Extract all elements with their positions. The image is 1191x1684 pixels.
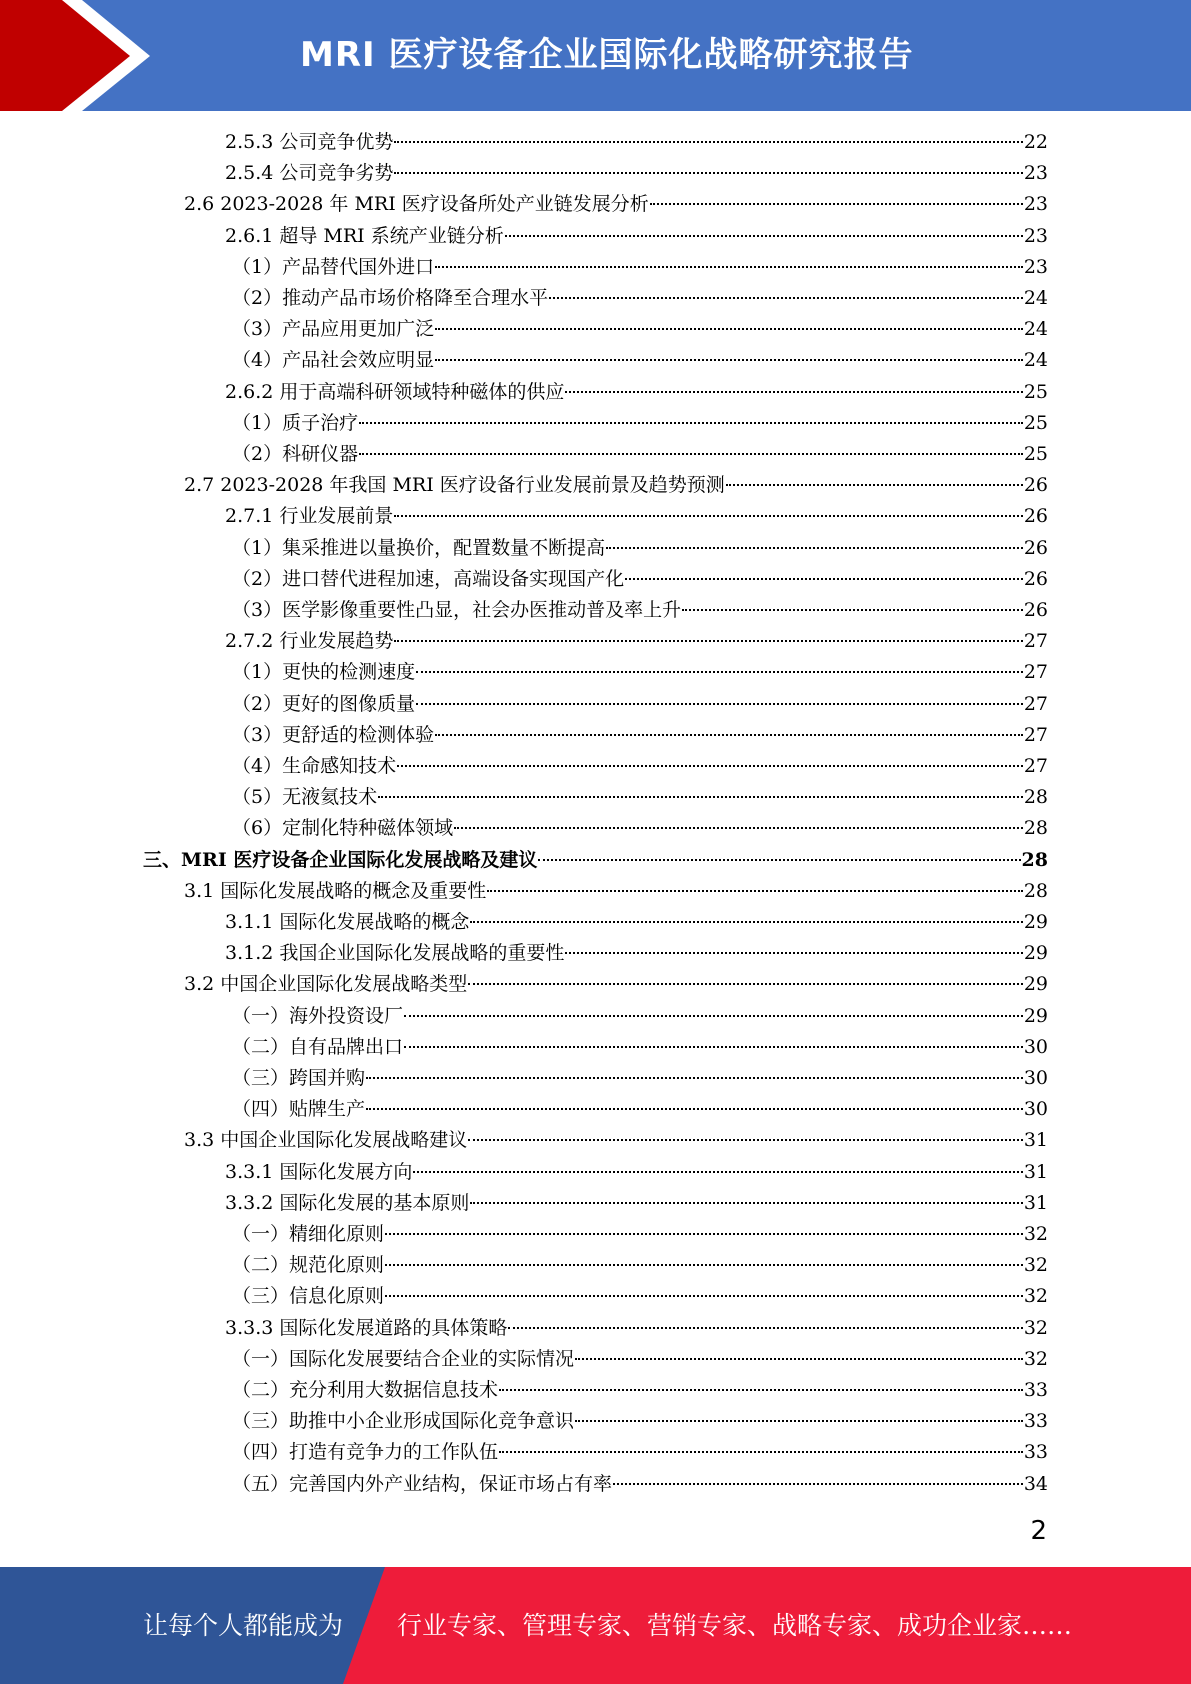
toc-dot-leader [394, 172, 1022, 174]
toc-entry-page: 29 [1023, 911, 1048, 933]
toc-entry-title: （一）精细化原则 [232, 1223, 385, 1245]
toc-dot-leader [416, 671, 1023, 673]
toc-dot-leader [454, 827, 1023, 829]
toc-entry-page: 29 [1023, 1004, 1048, 1027]
toc-entry-title: （二）自有品牌出口 [232, 1035, 404, 1058]
toc-entry-page: 34 [1023, 1472, 1048, 1495]
toc-entry-title: （3）医学影像重要性凸显，社会办医推动普及率上升 [232, 599, 682, 621]
toc-entry-title: （二）规范化原则 [232, 1254, 385, 1277]
toc-dot-leader [505, 235, 1023, 237]
toc-entry-page: 26 [1023, 474, 1048, 497]
page-footer [0, 1567, 1191, 1684]
toc-dot-leader [404, 1015, 1023, 1017]
toc-entry-title: （四）贴牌生产 [232, 1098, 366, 1121]
toc-dot-leader [499, 1451, 1023, 1453]
toc-entry[interactable] [184, 189, 1048, 220]
toc-dot-leader [385, 1233, 1023, 1235]
toc-dot-leader [487, 890, 1023, 892]
toc-entry-page: 24 [1023, 318, 1048, 341]
toc-entry-page: 28 [1021, 848, 1048, 871]
toc-entry[interactable] [232, 1375, 1048, 1406]
toc-entry-title: （三）助推中小企业形成国际化竞争意识 [232, 1410, 575, 1433]
toc-entry-page: 32 [1023, 1254, 1048, 1277]
toc-entry[interactable] [232, 1469, 1048, 1500]
toc-dot-leader [606, 547, 1023, 549]
toc-entry[interactable] [232, 595, 1048, 626]
toc-entry-page: 24 [1023, 287, 1048, 309]
toc-entry[interactable] [232, 283, 1048, 314]
toc-dot-leader [470, 1202, 1022, 1204]
toc-entry-page: 31 [1023, 1129, 1048, 1152]
toc-dot-leader [613, 1483, 1023, 1485]
toc-entry-title: （三）跨国并购 [232, 1067, 366, 1089]
toc-entry-title: 3.1 国际化发展战略的概念及重要性 [184, 879, 487, 902]
toc-dot-leader [366, 1108, 1023, 1110]
toc-dot-leader [682, 609, 1023, 611]
toc-entry-title: 3.3 中国企业国际化发展战略建议 [184, 1129, 468, 1152]
toc-entry[interactable] [232, 1250, 1048, 1281]
toc-entry-title: （3）更舒适的检测体验 [232, 723, 435, 746]
toc-entry-page: 25 [1023, 411, 1048, 434]
toc-dot-leader [470, 921, 1022, 923]
toc-entry-page: 25 [1023, 380, 1048, 403]
toc-entry-title: （3）产品应用更加广泛 [232, 318, 435, 341]
toc-entry-title: （1）集采推进以量换价，配置数量不断提高 [232, 536, 606, 559]
toc-entry-title: （2）进口替代进程加速，高端设备实现国产化 [232, 567, 625, 590]
toc-entry[interactable] [232, 564, 1048, 595]
toc-entry-page: 25 [1023, 443, 1048, 465]
toc-entry-title: （三）信息化原则 [232, 1285, 385, 1308]
toc-entry[interactable] [232, 1219, 1048, 1250]
toc-entry[interactable] [232, 1063, 1048, 1094]
toc-entry[interactable] [143, 845, 1048, 876]
toc-entry[interactable] [232, 252, 1048, 283]
toc-entry[interactable] [232, 345, 1048, 376]
toc-entry-page: 26 [1023, 567, 1048, 590]
toc-entry-title: （一）国际化发展要结合企业的实际情况 [232, 1347, 575, 1370]
toc-entry-page: 28 [1023, 817, 1048, 840]
toc-dot-leader [394, 515, 1022, 517]
toc-entry-page: 27 [1023, 661, 1048, 684]
toc-dot-leader [394, 141, 1022, 143]
toc-entry-title: （6）定制化特种磁体领域 [232, 817, 454, 840]
toc-entry[interactable] [225, 501, 1048, 532]
toc-entry-title: 3.3.3 国际化发展道路的具体策略 [225, 1316, 508, 1339]
toc-entry-page: 27 [1023, 755, 1048, 777]
toc-entry-title: （4）生命感知技术 [232, 755, 397, 777]
toc-entry-page: 30 [1023, 1098, 1048, 1121]
toc-entry-title: （2）科研仪器 [232, 443, 359, 465]
toc-entry-page: 29 [1023, 973, 1048, 996]
toc-entry[interactable] [232, 689, 1048, 720]
toc-dot-leader [468, 1139, 1023, 1141]
toc-entry-page: 31 [1023, 1160, 1048, 1183]
toc-entry-title: 2.5.4 公司竞争劣势 [225, 162, 394, 185]
toc-entry-page: 23 [1023, 193, 1048, 216]
toc-entry-title: 2.6.2 用于高端科研领域特种磁体的供应 [225, 380, 565, 403]
toc-entry-title: （1）产品替代国外进口 [232, 255, 435, 278]
toc-entry[interactable] [225, 1157, 1048, 1188]
toc-dot-leader [625, 578, 1023, 580]
toc-entry-title: （一）海外投资设厂 [232, 1004, 404, 1027]
toc-dot-leader [549, 297, 1023, 299]
toc-entry[interactable] [184, 969, 1048, 1000]
toc-entry-title: 2.7.1 行业发展前景 [225, 505, 394, 528]
toc-entry-page: 23 [1023, 255, 1048, 278]
toc-entry-page: 33 [1023, 1410, 1048, 1433]
toc-entry-page: 30 [1023, 1067, 1048, 1089]
toc-dot-leader [378, 796, 1023, 798]
toc-entry-title: 2.5.3 公司竞争优势 [225, 131, 394, 153]
toc-entry[interactable] [225, 626, 1048, 657]
toc-entry[interactable] [232, 720, 1048, 751]
toc-entry-title: （5）无液氦技术 [232, 786, 378, 809]
toc-entry[interactable] [232, 1344, 1048, 1375]
toc-dot-leader [435, 359, 1023, 361]
toc-entry-title: （1）质子治疗 [232, 411, 359, 434]
toc-entry-page: 33 [1023, 1379, 1048, 1401]
toc-entry-page: 32 [1023, 1316, 1048, 1339]
toc-entry-page: 27 [1023, 723, 1048, 746]
toc-entry-page: 27 [1023, 630, 1048, 653]
toc-entry[interactable] [225, 907, 1048, 938]
toc-entry-title: （2）更好的图像质量 [232, 692, 416, 715]
toc-entry-page: 29 [1023, 942, 1048, 965]
toc-entry-title: （4）产品社会效应明显 [232, 349, 435, 372]
toc-entry-page: 26 [1023, 536, 1048, 559]
toc-entry[interactable] [184, 876, 1048, 907]
toc-dot-leader [538, 859, 1020, 861]
toc-dot-leader [499, 1389, 1023, 1391]
toc-entry[interactable] [184, 470, 1048, 501]
toc-entry-title: 3.2 中国企业国际化发展战略类型 [184, 973, 468, 996]
toc-entry-page: 30 [1023, 1035, 1048, 1058]
toc-entry[interactable] [184, 1125, 1048, 1156]
toc-dot-leader [359, 422, 1023, 424]
toc-dot-leader [650, 203, 1023, 205]
toc-entry[interactable] [225, 221, 1048, 252]
toc-dot-leader [359, 453, 1023, 455]
toc-entry[interactable] [225, 938, 1048, 969]
toc-entry-page: 32 [1023, 1223, 1048, 1245]
toc-entry-page: 26 [1023, 599, 1048, 621]
toc-entry-page: 32 [1023, 1285, 1048, 1308]
toc-entry-page: 23 [1023, 224, 1048, 247]
toc-dot-leader [575, 1420, 1023, 1422]
toc-dot-leader [385, 1295, 1023, 1297]
toc-entry[interactable] [232, 408, 1048, 439]
toc-entry[interactable] [232, 1094, 1048, 1125]
toc-entry-page: 26 [1023, 505, 1048, 528]
toc-entry-title: 2.7 2023-2028 年我国 MRI 医疗设备行业发展前景及趋势预测 [184, 474, 725, 497]
toc-dot-leader [435, 734, 1023, 736]
toc-dot-leader [397, 765, 1023, 767]
toc-entry-title: （二）充分利用大数据信息技术 [232, 1379, 499, 1401]
toc-dot-leader [413, 1171, 1022, 1173]
toc-dot-leader [394, 640, 1022, 642]
toc-entry[interactable] [232, 1406, 1048, 1437]
toc-entry[interactable] [232, 782, 1048, 813]
page-number: 2 [1030, 1516, 1047, 1546]
toc-entry-title: 3.1.2 我国企业国际化发展战略的重要性 [225, 942, 565, 965]
toc-dot-leader [468, 983, 1023, 985]
toc-dot-leader [726, 484, 1023, 486]
toc-entry[interactable] [232, 533, 1048, 564]
footer-slogan-left: 让每个人都能成为 [143, 1611, 344, 1640]
toc-entry-page: 23 [1023, 162, 1048, 185]
toc-entry-title: 3.3.2 国际化发展的基本原则 [225, 1191, 470, 1214]
toc-entry-title: 2.7.2 行业发展趋势 [225, 630, 394, 653]
toc-dot-leader [508, 1327, 1022, 1329]
toc-dot-leader [565, 391, 1022, 393]
toc-entry-title: （2）推动产品市场价格降至合理水平 [232, 287, 549, 309]
toc-entry-title: 2.6.1 超导 MRI 系统产业链分析 [225, 224, 504, 247]
toc-entry[interactable] [232, 439, 1048, 470]
toc-entry-page: 31 [1023, 1191, 1048, 1214]
toc-dot-leader [416, 703, 1023, 705]
footer-slogan-right: 行业专家、管理专家、营销专家、战略专家、成功企业家…… [397, 1611, 1073, 1640]
toc-entry[interactable] [232, 813, 1048, 844]
toc-entry-page: 22 [1023, 131, 1048, 153]
toc-entry-title: 3.3.1 国际化发展方向 [225, 1160, 413, 1183]
toc-entry[interactable] [225, 1313, 1048, 1344]
toc-entry-page: 28 [1023, 879, 1048, 902]
toc-entry[interactable] [232, 1001, 1048, 1032]
toc-entry-title: 3.1.1 国际化发展战略的概念 [225, 911, 470, 933]
toc-dot-leader [385, 1264, 1023, 1266]
toc-entry-page: 32 [1023, 1347, 1048, 1370]
toc-entry[interactable] [225, 1188, 1048, 1219]
report-title: MRI 医疗设备企业国际化战略研究报告 [300, 35, 914, 75]
toc-dot-leader [366, 1077, 1023, 1079]
toc-dot-leader [435, 266, 1023, 268]
toc-dot-leader [565, 952, 1022, 954]
toc-entry-page: 33 [1023, 1441, 1048, 1464]
toc-entry-page: 28 [1023, 786, 1048, 809]
toc-entry[interactable] [225, 127, 1048, 158]
toc-entry-page: 24 [1023, 349, 1048, 372]
page-header [0, 0, 1191, 111]
toc-dot-leader [435, 328, 1023, 330]
toc-entry[interactable] [225, 377, 1048, 408]
toc-entry[interactable] [232, 751, 1048, 782]
toc-entry[interactable] [232, 1437, 1048, 1468]
toc-entry-page: 27 [1023, 692, 1048, 715]
toc-entry[interactable] [225, 158, 1048, 189]
toc-dot-leader [575, 1358, 1023, 1360]
toc-entry-title: （1）更快的检测速度 [232, 661, 416, 684]
toc-entry-title: （五）完善国内外产业结构，保证市场占有率 [232, 1472, 613, 1495]
toc-entry-title: 三、MRI 医疗设备企业国际化发展战略及建议 [143, 848, 538, 871]
toc-entry[interactable] [232, 314, 1048, 345]
toc-entry[interactable] [232, 1032, 1048, 1063]
toc-dot-leader [404, 1046, 1023, 1048]
toc-entry-title: 2.6 2023-2028 年 MRI 医疗设备所处产业链发展分析 [184, 193, 649, 216]
toc-entry[interactable] [232, 657, 1048, 688]
toc-entry[interactable] [232, 1281, 1048, 1312]
toc-entry-title: （四）打造有竞争力的工作队伍 [232, 1441, 499, 1464]
